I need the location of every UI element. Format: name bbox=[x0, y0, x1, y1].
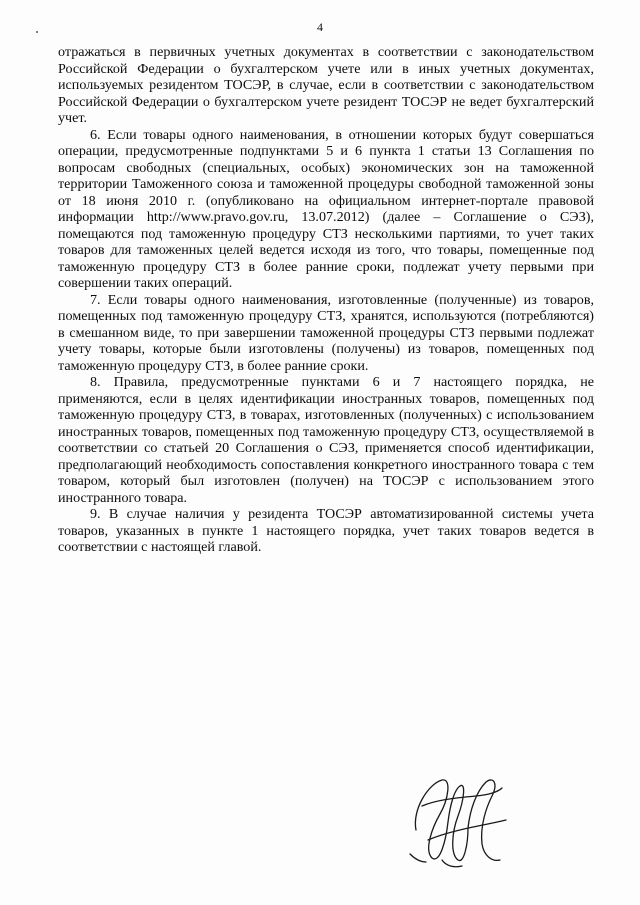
paragraph-7: 7. Если товары одного наименования, изготовленные (полученные) из товаров, помещенных под таможенную процедуру СТЗ, хранятся, используются (потребляются) в смешанном виде, то при завершении таможенной процедуры СТЗ первыми подлежат учету товары, которые были изготовлены (получены) из товаров, помещенных под таможенную процедуру СТЗ, в более ранние сроки. bbox=[58, 291, 594, 374]
handwritten-signature bbox=[402, 770, 512, 870]
paragraph-8: 8. Правила, предусмотренные пунктами 6 и 7 настоящего порядка, не применяются, если в целях идентификации иностранных товаров, помещенных под таможенную процедуру СТЗ, в товарах, изготовленных (полученных) с использованием иностранных товаров, помещенных под таможенную процедуру СТЗ, осуществляемой в соответствии со статьей 20 Соглашения о СЭЗ, применяется способ идентификации, предполагающий необходимость сопоставления конкретного иностранного товара с тем товаром, который был изготовлен (получен) на ТОСЭР с использованием этого иностранного товара. bbox=[58, 374, 594, 506]
paragraph-continuation: отражаться в первичных учетных документах в соответствии с законодательством Российской Федерации о бухгалтерском учете или в иных учетных документах, используемых резидентом ТОСЭР, в случае, если в соответствии с законодательством Российской Федерации о бухгалтерском учете резидент ТОСЭР не ведет бухгалтерский учет. bbox=[58, 44, 594, 126]
document-body bbox=[58, 44, 594, 556]
paragraph-6: 6. Если товары одного наименования, в отношении которых будут совершаться операции, предусмотренные подпунктами 5 и 6 пункта 1 статьи 13 Соглашения по вопросам свободных (специальных, особых) экономических зон на таможенной территории Таможенного союза и таможенной процедуры свободной таможенной зоны от 18 июня 2010 г. (опубликовано на официальном интернет-портале правовой информации http://www.pravo.gov.ru, 13.07.2012) (далее – Соглашение о СЭЗ), помещаются под таможенную процедуру СТЗ несколькими партиями, то учет таких товаров для таможенных целей ведется исходя из того, что товары, помещенные под таможенную процедуру СТЗ в более ранние сроки, подлежат учету первыми при совершении таких операций. bbox=[58, 126, 594, 291]
paragraph-9: 9. В случае наличия у резидента ТОСЭР автоматизированной системы учета товаров, указанных в пункте 1 настоящего порядка, учет таких товаров ведется в соответствии с настоящей главой. bbox=[58, 506, 594, 555]
page-number: 4 bbox=[317, 20, 323, 34]
